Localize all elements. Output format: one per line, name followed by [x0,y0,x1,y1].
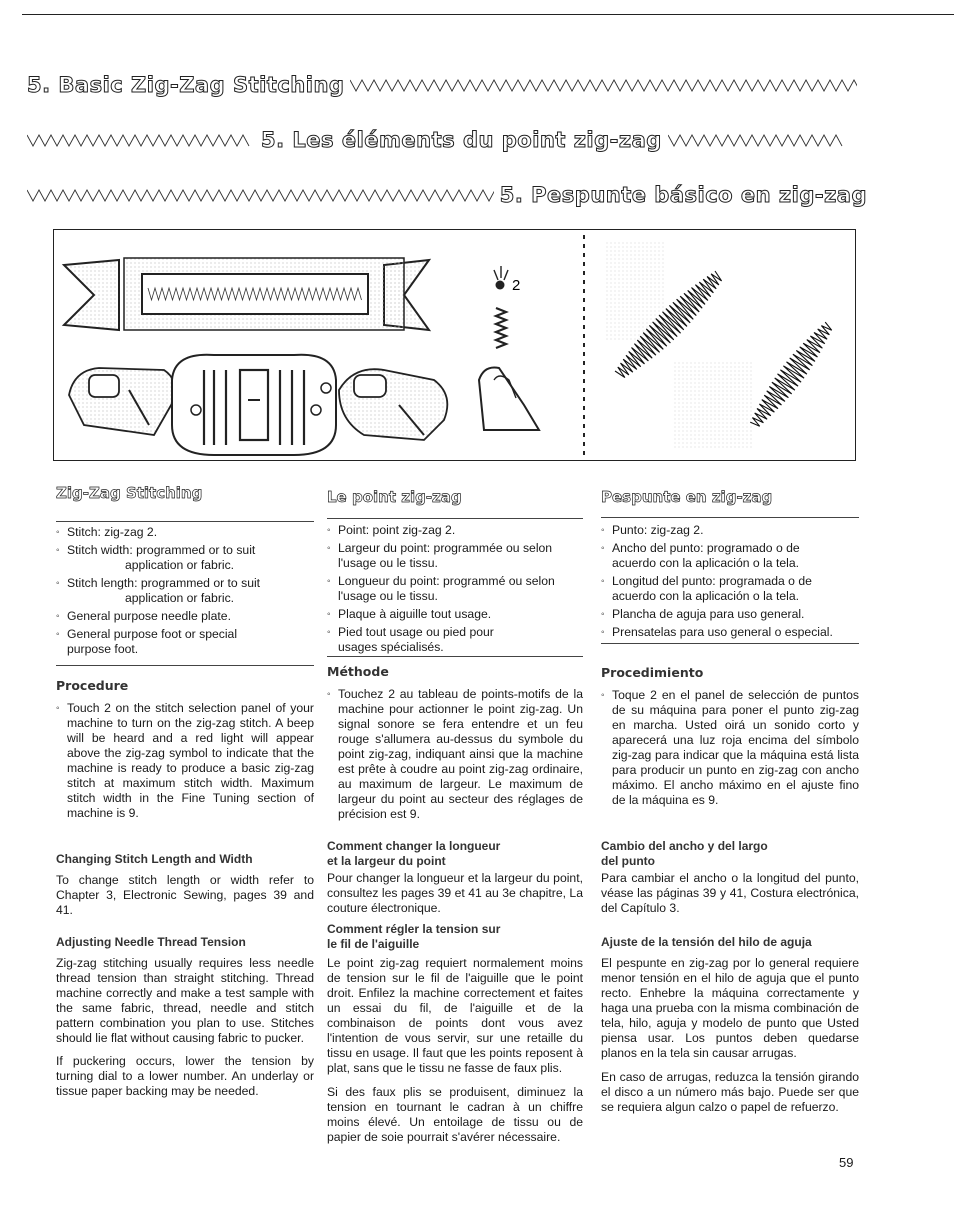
english-column [56,486,314,501]
divider [56,521,314,522]
spec-item: ◦ Longueur du point: programmé ou selon l'usage ou le tissu. [327,574,583,604]
spec-item: ◦ Stitch: zig-zag 2. [56,525,314,540]
title-english: 5. Basic Zig-Zag Stitching [27,73,345,97]
length-heading: Comment changer la longueur [327,839,501,853]
title-french: 5. Les éléments du point zig-zag [261,128,662,152]
title-row-english [27,70,857,100]
length-text: Para cambiar el ancho o la longitud del punto, véase las páginas 39 y 41, Costura electrónica, del Capítulo 3. [601,871,859,915]
zigzag-ornament [350,77,857,93]
spec-item: ◦ Pied tout usage ou pied pour usages spécialisés. [327,625,583,655]
procedure-heading: Procedimiento [601,665,704,680]
zigzag-sample-icon [604,240,832,450]
tension-text: Le point zig-zag requiert normalement moins de tension sur le fil de l'aiguille que le point droit. Enfilez la machine correctement et faites un essai du fil, de l'aiguille et de la combinaison de points dont vous avez l'intention de vous servir, sur une retaille du tissu en usage. Il faut que les points reposent à plat, sans que le tissu ne fasse de faux plis. [327,956,583,1075]
divider [327,656,583,657]
divider [56,665,314,666]
spec-item: ◦ Largeur du point: programmée ou selon l'usage ou le tissu. [327,541,583,571]
needle-plate-icon [172,355,336,455]
title-row-spanish [27,180,867,210]
top-rule [22,14,954,15]
english-specs [56,525,314,660]
spanish-length [601,839,859,916]
procedure-heading: Procedure [56,678,129,693]
english-procedure [56,678,314,821]
spec-item: ◦ Longitud del punto: programada o de acuerdo con la aplicación o la tela. [601,574,859,604]
zigzag-symbol-icon [496,308,506,348]
title-row-french [27,125,857,155]
tension-text: Si des faux plis se produisent, diminuez la tension en tournant le cadran à un chiffre moins élevé. Un entoilage de tissu ou de papier de soie pourrait s'avérer nécessaire. [327,1085,583,1144]
tension-text: En caso de arrugas, reduzca la tensión girando el disco a un número más bajo. Puede ser que se requiera algun calzo o papel de refuerzo. [601,1070,859,1114]
procedure-text: ◦ Touchez 2 au tableau de points-motifs de la machine pour actionner le point zig-zag. Un signal sonore se fera entendre et un feu rouge s'allumera au-dessus du symbole du point zig-zag, indiquant ainsi que la machine est prête à coudre au point zig-zag ordinaire, au maximum de largeur. Le maximum de largeur du point au secteur des réglages de précision est 9. [327,687,583,822]
spanish-heading: Pespunte en zig-zag [601,488,773,506]
length-heading: Cambio del ancho y del largo [601,839,768,853]
french-heading: Le point zig-zag [327,488,462,506]
spec-item: ◦ Prensatelas para uso general o especial. [601,625,859,640]
spanish-specs [601,523,859,643]
spec-item: ◦ Stitch width: programmed or to suit application or fabric. [56,543,314,573]
indicator-light-icon [494,266,508,290]
illustration-svg [54,230,854,459]
page-number: 59 [839,1155,854,1170]
spec-item: ◦ Plaque à aiguille tout usage. [327,607,583,622]
french-procedure [327,664,583,822]
english-tension [56,935,314,1099]
length-heading: et la largeur du point [327,854,446,868]
french-specs [327,523,583,658]
length-heading: del punto [601,854,655,868]
spec-item: ◦ Stitch length: programmed or to suit application or fabric. [56,576,314,606]
english-length [56,852,314,918]
finger-icon [479,368,539,431]
spec-item: ◦ Ancho del punto: programado o de acuerdo con la aplicación o la tela. [601,541,859,571]
tension-heading: Comment régler la tension sur [327,922,501,936]
tension-heading: le fil de l'aiguille [327,937,420,951]
zigzag-ornament [27,187,494,203]
divider [327,518,583,519]
spec-item: ◦ Plancha de aguja para uso general. [601,607,859,622]
procedure-text: ◦ Toque 2 en el panel de selección de puntos de su máquina para poner el punto zig-zag en marcha. Usted oirá un sonido corto y aparecerá una luz roja encima del símbolo zig-zag para indicar que la máquina está lista para producir un punto en zig-zag con ancho máximo. El ancho máximo en el ajuste fino de la máquina es 9. [601,688,859,808]
french-tension [327,922,583,1145]
french-column [327,490,583,505]
tension-text: El pespunte en zig-zag por lo general requiere menor tensión en el hilo de aguja que el punto recto. Enhebre la máquina correctamente y haga una prueba con la misma combinación de tela, hilo, aguja y modelo de punto que Usted piensa usar. Los puntos deben quedarse planos en la tela sin causar arrugas. [601,956,859,1060]
zigzag-ornament [668,132,844,148]
stitch-display-icon [64,258,429,330]
title-spanish: 5. Pespunte básico en zig-zag [499,183,867,207]
spec-item: ◦ Point: point zig-zag 2. [327,523,583,538]
presser-foot-icon [339,369,447,440]
illustration-panel [53,229,856,461]
indicator-number: 2 [512,277,521,294]
divider [601,517,859,518]
spanish-tension [601,935,859,1115]
length-text: Pour changer la longueur et la largeur du point, consultez les pages 39 et 41 au 3e chapitre, La couture électronique. [327,871,583,915]
french-length [327,839,583,916]
tension-heading: Adjusting Needle Thread Tension [56,935,246,949]
tension-text: Zig-zag stitching usually requires less needle thread tension than straight stitching. Thread machine correctly and make a test sample with the same fabric, thread, needle and stitch pattern combination you plan to use. Stitches should lie flat without causing fabric to pucker. [56,956,314,1045]
english-heading: Zig-Zag Stitching [56,484,203,502]
divider [601,643,859,644]
procedure-heading: Méthode [327,664,389,679]
spanish-procedure [601,665,859,808]
length-text: To change stitch length or width refer to Chapter 3, Electronic Sewing, pages 39 and 41. [56,873,314,917]
zigzag-ornament [27,132,255,148]
tension-text: If puckering occurs, lower the tension by turning dial to a lower number. An underlay or tissue paper backing may be needed. [56,1054,314,1098]
spanish-column [601,490,859,505]
procedure-text: ◦ Touch 2 on the stitch selection panel of your machine to turn on the zig-zag stitch. A beep will be heard and a red light will appear above the zig-zag symbol to indicate that the machine is ready to produce a basic zig-zag stitch at maximum stitch width. Maximum stitch width in the Fine Tuning section of machine is 9. [56,701,314,821]
spec-item: ◦ Punto: zig-zag 2. [601,523,859,538]
spec-item: ◦ General purpose needle plate. [56,609,314,624]
presser-foot-icon [69,368,175,435]
length-heading: Changing Stitch Length and Width [56,852,253,866]
tension-heading: Ajuste de la tensión del hilo de aguja [601,935,812,949]
spec-item: ◦ General purpose foot or special purpose foot. [56,627,314,657]
